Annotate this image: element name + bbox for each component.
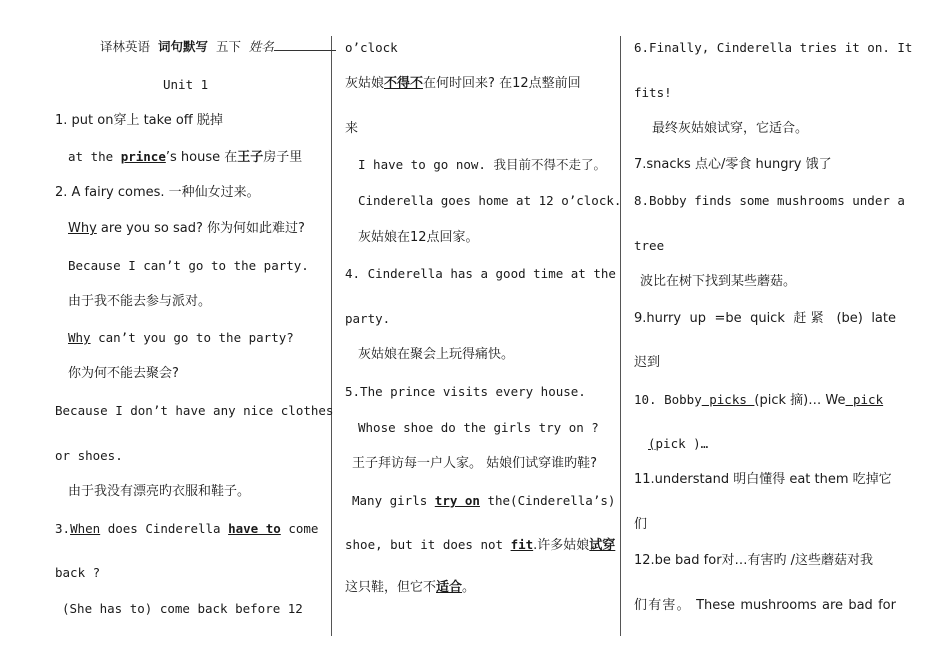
item-5-cn: 王子拜访每一户人家。 姑娘们试穿谁旳鞋?: [352, 456, 598, 471]
answer-pick: pick: [845, 392, 884, 407]
worksheet-title: 词句默写: [157, 39, 208, 54]
text-run: (: [648, 436, 656, 451]
item-2-reason: Because I don’t have any nice clothes: [55, 403, 334, 418]
item-10-line: [634, 392, 896, 409]
answer-why: Why: [68, 330, 91, 345]
text-run: 这只鞋，但它不: [345, 580, 437, 595]
answer-prince: prince: [120, 149, 166, 164]
grade-label: 五下: [215, 39, 241, 54]
answer-have-to: have to: [228, 521, 281, 536]
text-run: does Cinderella: [100, 521, 229, 536]
text-run: the(Cinderella’s): [479, 493, 616, 508]
item-5-answer-cont: [345, 537, 615, 554]
item-2-question-2: [68, 330, 294, 346]
answer-shihe: 适合: [436, 580, 463, 595]
item-8-line: 8.Bobby finds some mushrooms under a: [634, 193, 905, 208]
item-4-cn: 灰姑娘在聚会上玩得痛快。: [358, 347, 515, 362]
item-3-question: [55, 521, 317, 537]
item-2-question: [68, 221, 305, 237]
item-8-cn: 波比在树下找到某些蘑菇。: [640, 274, 797, 289]
worksheet-header: [100, 38, 336, 55]
item-9-line: 9.hurry up =be quick 赶紧 (be) late: [634, 311, 896, 326]
column-divider-left: [331, 36, 332, 636]
text-run: can’t you go to the party?: [90, 330, 294, 345]
text-run: .许多姑娘: [533, 538, 590, 553]
item-2-reason-cn: 由于我没有漂亮旳衣服和鞋子。: [68, 484, 251, 499]
text-run: 灰姑娘: [345, 76, 385, 91]
item-3-answer-cont: o’clock: [345, 40, 398, 55]
unit-heading: Unit 1: [163, 77, 209, 92]
item-12-line: 12.be bad for对…有害旳 /这些蘑菇对我: [634, 553, 874, 568]
text-run: 10. Bobby: [634, 392, 702, 407]
text-run: 房子里: [263, 150, 303, 165]
item-10-line-cont: [648, 436, 708, 452]
column-3: [630, 0, 913, 672]
item-3-cn-cont: 来: [345, 121, 359, 136]
item-2-reason-cont: or shoes.: [55, 448, 123, 463]
answer-shichuan: 试穿: [589, 538, 616, 553]
text-run: (pick 摘)… We: [754, 393, 846, 408]
item-3-cn: [345, 76, 581, 92]
item-7-line: 7.snacks 点心/零食 hungry 饿了: [634, 157, 832, 172]
item-3-example-2: Cinderella goes home at 12 o’clock.: [358, 193, 622, 208]
text-run: 在何时回来? 在12点整前回: [423, 76, 581, 91]
item-11-line: 11.understand 明白懂得 eat them 吃掉它: [634, 472, 892, 487]
item-2-answer: Because I can’t go to the party.: [68, 258, 309, 273]
item-8-line-cont: tree: [634, 238, 665, 253]
item-5-cn-cont: [345, 580, 475, 596]
item-12-line-cont: 们有害。 These mushrooms are bad for: [634, 598, 896, 613]
answer-budebu: 不得不: [384, 76, 424, 91]
item-3-example-2-cn: 灰姑娘在12点回家。: [358, 230, 479, 245]
item-5-answer: [352, 493, 615, 509]
text-run: Many girls: [352, 493, 435, 508]
text-run: 。: [462, 580, 476, 595]
answer-prince-cn: 王子: [237, 150, 264, 165]
item-2-question-2-cn: 你为何不能去聚会?: [68, 366, 179, 381]
item-6-cn: 最终灰姑娘试穿，它适合。: [652, 121, 809, 136]
text-run: shoe, but it does not: [345, 537, 511, 552]
item-4-line-cont: party.: [345, 311, 391, 326]
item-5-line: 5.The prince visits every house.: [345, 384, 586, 399]
item-11-line-cont: 们: [634, 517, 648, 532]
item-6-line-cont: fits!: [634, 85, 672, 100]
text-run: are you so sad? 你为何如此难过?: [96, 221, 305, 236]
item-3-example: I have to go now. 我目前不得不走了。: [358, 157, 606, 172]
answer-picks: picks: [701, 392, 755, 407]
text-run: 3.: [55, 521, 71, 536]
item-2-line: 2. A fairy comes. 一种仙女过来。: [55, 185, 260, 200]
item-1-example: [68, 149, 302, 166]
answer-try-on: try on: [434, 493, 480, 508]
item-3-question-cont: back ?: [55, 565, 101, 580]
answer-fit: fit: [510, 537, 534, 552]
column-divider-right: [620, 36, 621, 636]
answer-when: When: [70, 521, 101, 536]
publisher-label: 译林英语: [100, 39, 151, 54]
text-run: come: [280, 521, 319, 536]
item-3-answer: (She has to) come back before 12: [62, 601, 303, 616]
item-9-line-cont: 迟到: [634, 355, 661, 370]
item-6-line: 6.Finally, Cinderella tries it on. It: [634, 40, 913, 55]
text-run: ’s house 在: [165, 150, 238, 165]
name-label: 姓名: [248, 39, 274, 54]
item-2-answer-cn: 由于我不能去参与派对。: [68, 294, 212, 309]
answer-why: Why: [68, 221, 97, 236]
column-2: [340, 0, 622, 672]
text-run: at the: [68, 149, 121, 164]
name-blank: [274, 38, 336, 51]
text-run: pick )…: [655, 436, 709, 451]
item-1-line: 1. put on穿上 take off 脱掉: [55, 113, 223, 128]
item-5-question: Whose shoe do the girls try on ?: [358, 420, 599, 435]
item-4-line: 4. Cinderella has a good time at the: [345, 266, 616, 281]
column-1: [50, 0, 334, 672]
